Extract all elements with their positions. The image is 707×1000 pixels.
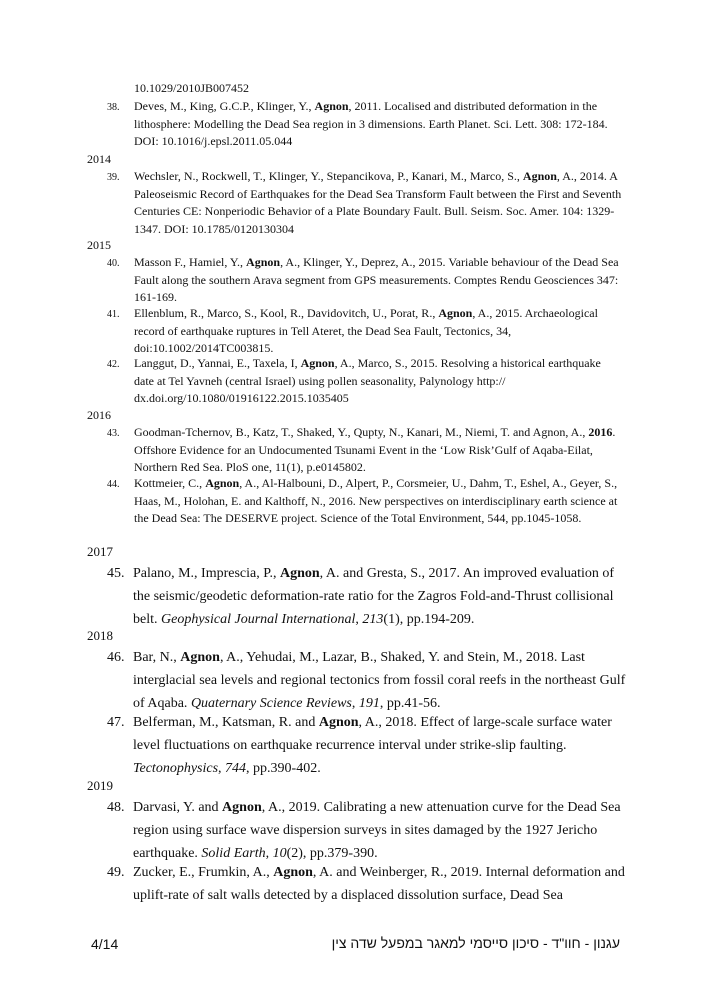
entry-text: Masson F., Hamiel, Y., Agnon, A., Klinger, Y., Deprez, A., 2015. Variable behaviour of the Dead Sea Fault along the southern Arava segment from GPS measurements. Comptes Rendu Geosciences 347: 161-169.	[134, 255, 619, 304]
reference-entry-47	[107, 711, 632, 780]
year-heading-2018: 2018	[87, 628, 113, 643]
journal-name: Solid Earth	[201, 846, 266, 861]
author-highlight: Agnon	[246, 255, 281, 269]
journal-volume: 744	[225, 761, 247, 776]
entry-number: 40.	[107, 258, 120, 269]
entry-number: 46.	[107, 650, 125, 665]
entry-text: Darvasi, Y. and Agnon, A., 2019. Calibrating a new attenuation curve for the Dead Sea region using surface wave dispersion surveys in sites damaged by the 1927 Jericho earthquake. Solid Earth, 10(2), pp.379-390.	[133, 800, 621, 861]
entry-number: 43.	[107, 428, 120, 439]
page-number: 4/14	[91, 936, 119, 952]
entry-number: 44.	[107, 479, 120, 490]
journal-volume: 213	[362, 612, 384, 627]
reference-entry-38	[107, 98, 622, 151]
author-highlight: Agnon	[222, 800, 262, 815]
entry-number: 42.	[107, 359, 120, 370]
entry-number: 38.	[107, 102, 120, 113]
author-highlight: Agnon	[314, 99, 349, 113]
entry-text: Deves, M., King, G.C.P., Klinger, Y., Agnon, 2011. Localised and distributed deformation in the lithosphere: Modelling the Dead Sea region in 3 dimensions. Earth Planet. Sci. Lett. 308: 172-184. DOI: 10.1016/j.epsl.2011.05.044	[134, 99, 608, 148]
journal-name: Geophysical Journal International	[161, 612, 356, 627]
reference-entry-45	[107, 562, 632, 631]
reference-entry-46	[107, 646, 632, 715]
entry-text: Wechsler, N., Rockwell, T., Klinger, Y., Stepancikova, P., Kanari, M., Marco, S., Agnon, A., 2014. A Paleoseismic Record of Earthquakes for the Dead Sea Transform Fault between the First and Seventh Centuries CE: Nonperiodic Behavior of a Plate Boundary Fault. Bull. Seism. Soc. Amer. 104: 1329-1347. DOI: 10.1785/0120130304	[134, 169, 622, 236]
reference-entry-39	[107, 168, 622, 238]
author-highlight: Agnon	[279, 566, 320, 581]
entry-text: Palano, M., Imprescia, P., Agnon, A. and Gresta, S., 2017. An improved evaluation of the seismic/geodetic deformation-rate ratio for the Zagros Fold-and-Thrust collisional belt. Geophysical Journal International, 213(1), pp.194-209.	[133, 566, 615, 627]
year-heading-2016: 2016	[87, 408, 111, 422]
author-highlight: Agnon	[300, 356, 335, 370]
reference-entry-40	[107, 254, 622, 307]
entry-number: 45.	[107, 566, 125, 581]
entry-number: 41.	[107, 309, 120, 320]
year-highlight: 2016	[588, 425, 613, 439]
journal-name: Quaternary Science Reviews	[190, 696, 352, 711]
journal-volume: 10	[272, 846, 287, 861]
entry-text: Ellenblum, R., Marco, S., Kool, R., Davidovitch, U., Porat, R., Agnon, A., 2015. Archaeological record of earthquake ruptures in Tell Ateret, the Dead Sea Fault, Tectonics, 34, doi:10.1002/2014TC003815.	[134, 306, 598, 355]
reference-entry-41	[107, 305, 622, 358]
author-highlight: Agnon	[273, 865, 313, 880]
entry-number: 47.	[107, 715, 125, 730]
year-heading-2014: 2014	[87, 152, 111, 166]
author-highlight: Agnon	[205, 476, 240, 490]
doi-continuation: 10.1029/2010JB007452	[134, 81, 250, 95]
entry-number: 39.	[107, 172, 120, 183]
journal-volume: 191	[358, 696, 380, 711]
journal-name: Tectonophysics	[133, 761, 219, 776]
entry-text: Langgut, D., Yannai, E., Taxela, I, Agnon, A., Marco, S., 2015. Resolving a historical earthquake date at Tel Yavneh (central Israel) using pollen seasonality, Palynology http:// dx.doi.org/10.1080/01916122.2015.1035405	[134, 356, 601, 405]
year-heading-2019: 2019	[87, 778, 113, 793]
entry-number: 48.	[107, 800, 125, 815]
reference-entry-49	[107, 861, 632, 907]
entry-text: Zucker, E., Frumkin, A., Agnon, A. and Weinberger, R., 2019. Internal deformation and uplift-rate of salt walls detected by a displaced dissolution surface, Dead Sea	[133, 865, 625, 903]
year-heading-2015: 2015	[87, 238, 111, 252]
entry-number: 49.	[107, 865, 125, 880]
author-highlight: Agnon	[318, 715, 359, 730]
entry-text: Bar, N., Agnon, A., Yehudai, M., Lazar, B., Shaked, Y. and Stein, M., 2018. Last interglacial sea levels and regional tectonics from fossil coral reefs in the northeast Gulf of Aqaba. Quaternary Science Reviews, 191, pp.41-56.	[133, 650, 626, 711]
author-highlight: Agnon	[438, 306, 473, 320]
entry-text: Belferman, M., Katsman, R. and Agnon, A., 2018. Effect of large-scale surface water level fluctuations on earthquake recurrence interval under strike-slip faulting. Tectonophysics, 744, pp.390-402.	[133, 715, 612, 776]
reference-entry-44	[107, 475, 622, 528]
author-highlight: Agnon	[180, 650, 220, 665]
author-highlight: Agnon	[522, 169, 557, 183]
footer-title: עגנון - חוו"ד - סיכון סייסמי למאגר במפעל שדה צין	[331, 935, 620, 951]
reference-entry-43	[107, 424, 622, 477]
year-heading-2017: 2017	[87, 544, 113, 559]
reference-entry-48	[107, 796, 632, 865]
reference-entry-42	[107, 355, 622, 408]
entry-text: Kottmeier, C., Agnon, A., Al-Halbouni, D., Alpert, P., Corsmeier, U., Dahm, T., Eshel, A., Geyer, S., Haas, M., Holohan, E. and Kalthoff, N., 2016. New perspectives on interdisciplinary earth science at the Dead Sea: The DESERVE project. Science of the Total Environment, 544, pp.1045-1058.	[134, 476, 618, 525]
entry-text: Goodman-Tchernov, B., Katz, T., Shaked, Y., Qupty, N., Kanari, M., Niemi, T. and Agnon, A., 2016. Offshore Evidence for an Undocumented Tsunami Event in the ‘Low Risk’Gulf of Aqaba-Eilat, Northern Red Sea. PloS one, 11(1), p.e0145802.	[134, 425, 616, 474]
